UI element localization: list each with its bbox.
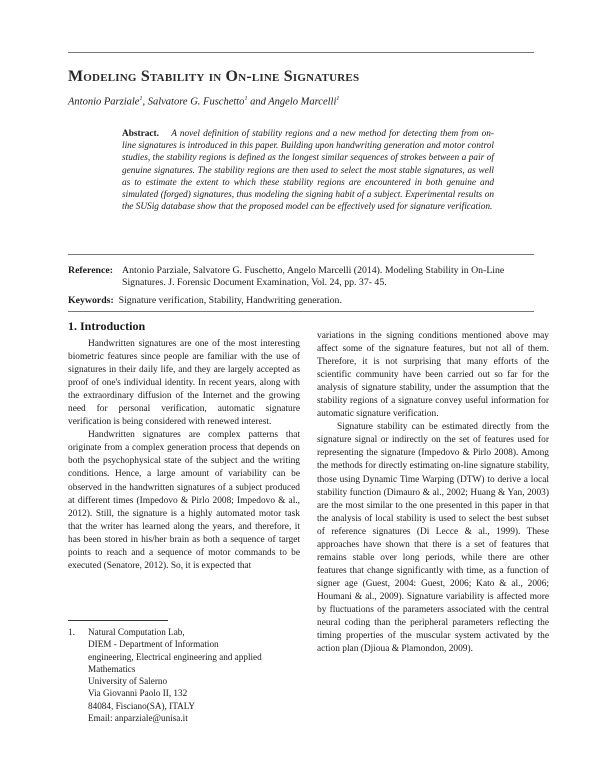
footnote-line: 84084, Fisciano(SA), ITALY [88, 700, 196, 711]
paragraph: Handwritten signatures are complex patterns that originate from a complex generation process that depends on both the psychophysical state of the subject and the writing conditions. Hence, a large amount of variability can be observed in the handwritten signatures of a subject produced at different times (Impedovo & Pirlo 2008; Impedovo & al., 2012). Still, the signature is a highly automated motor task that the writer has learned along the years, and therefore, it has been stored in his/her brain as both a sequence of target points to reach and a sequence of motor commands to be executed (Senatore, 2012). So, it is expected that [68, 430, 300, 571]
top-rule [68, 52, 534, 53]
footnote-line: University of Salerno [88, 676, 168, 687]
author-separator: , [142, 96, 148, 108]
affiliation-mark: 1 [244, 96, 248, 102]
keywords-label: Keywords: [68, 295, 114, 306]
keywords-block [68, 295, 548, 306]
reference-label: Reference: [68, 265, 113, 276]
footnote-line: Via Giovanni Paolo II, 132 [88, 688, 188, 699]
affiliation-mark: 1 [139, 96, 143, 102]
paper-title: Modeling Stability in On-line Signatures [68, 68, 360, 85]
footnote-line: engineering, Electrical engineering and applied [88, 651, 262, 662]
left-column [68, 338, 300, 573]
keywords-rule [68, 311, 534, 312]
footnote-email: Email: anparziale@unisa.it [88, 713, 188, 724]
abstract-rule [68, 254, 534, 255]
author-3: Angelo Marcelli [268, 96, 337, 108]
abstract-label: Abstract. [122, 129, 159, 139]
author-separator: and [247, 96, 269, 108]
author-1: Antonio Parziale [68, 96, 140, 108]
reference-text: Antonio Parziale, Salvatore G. Fuschetto, Angelo Marcelli (2014). Modeling Stability in On-Line Signatures. J. Forensic Document Examination, Vol. 24, pp. 37- 45. [122, 265, 505, 289]
paragraph: Signature stability can be estimated directly from the signature signal or indirectly on the set of features used for representing the signature (Impedovo & Pirlo 2008). Among the methods for directly estimating on-line signature stability, those using Dynamic Time Warping (DTW) to derive a local stability function (Dimauro & al., 2002; Huang & Yan, 2003) are the most similar to the one presented in this paper in that the analysis of local stability is used to select the best subset of reference signatures (Di Lecce & al., 1999). These approaches have shown that there is a set of features that remains stable over long periods, while there are other features that change significantly with time, as a function of signer age (Guest, 2004: Guest, 2006; Kato & al., 2006; Houmani & al., 2009). Signature variability is affected more by fluctuations of the parameters associated with the central neural coding than the peripheral parameters reflecting the timing properties of the muscular system activated by the action plan (Djioua & Plamondon, 2009). [317, 422, 549, 655]
abstract-text: A novel definition of stability regions and a new method for detecting them from on-line signatures is introduced in this paper. Building upon handwriting generation and motor control studies, the stability regions is defined as the longest similar sequences of strokes between a pair of genuine signatures. The stability regions are then used to select the most stable signatures, as well as to estimate the extent to which these stability regions are encountered in both genuine and simulated (forged) signatures, thus modeling the signing habit of a subject. Experimental results on the SUSig database show that the proposed model can be effectively used for signature verification. [122, 129, 494, 213]
paragraph: Handwritten signatures are one of the most interesting biometric features since people are familiar with the use of signatures in their daily life, and they are largely accepted as proof of one's individual identity. In recent years, along with the extraordinary diffusion of the Internet and the growing need for personal verification, automatic signature verification is being considered with renewed interest. [68, 339, 300, 428]
footnote-line: DIEM - Department of Information [88, 639, 219, 650]
affiliation-mark: 1 [336, 96, 340, 102]
section-heading: 1. Introduction [68, 319, 146, 333]
abstract [122, 128, 494, 213]
affiliation-address [88, 626, 300, 724]
author-list [68, 96, 339, 108]
footnote-line: Natural Computation Lab, [88, 627, 185, 637]
right-column [317, 330, 549, 656]
keywords-text: Signature verification, Stability, Handwriting generation. [118, 295, 342, 306]
footnote-line: Mathematics [88, 663, 136, 674]
footnote-rule [68, 620, 168, 621]
author-2: Salvatore G. Fuschetto [147, 96, 245, 108]
paragraph: variations in the signing conditions mentioned above may affect some of the signature features, but not all of them. Therefore, it is not surprising that many efforts of the scientific community have been carried out so far for the analysis of signature stability, under the assumption that the stability regions of a signature convey useful information for automatic signature verification. [317, 331, 549, 420]
footnote-number: 1. [68, 627, 75, 637]
reference-block [68, 265, 538, 289]
